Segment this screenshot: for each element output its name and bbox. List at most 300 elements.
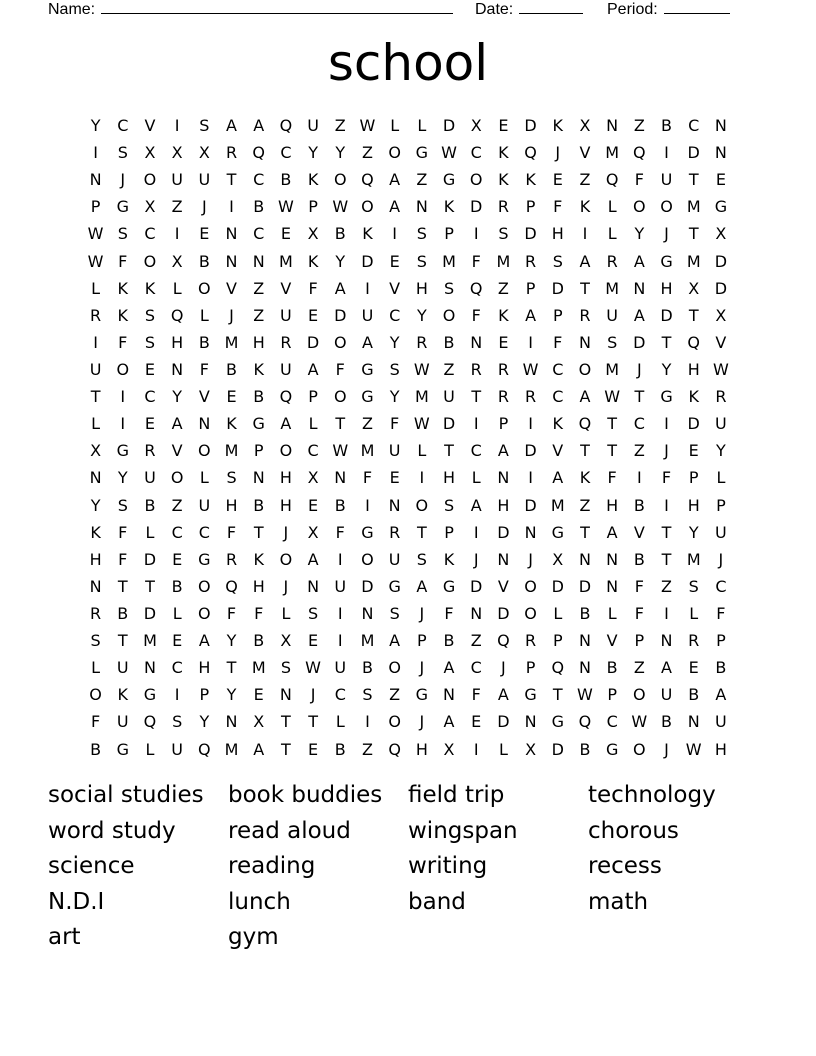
grid-letter[interactable]: B <box>253 631 265 651</box>
grid-letter[interactable]: D <box>524 224 537 244</box>
grid-letter[interactable]: M <box>279 251 293 271</box>
grid-letter[interactable]: H <box>551 224 564 244</box>
grid-letter[interactable]: V <box>389 278 401 298</box>
grid-letter[interactable]: Y <box>688 522 699 542</box>
grid-letter[interactable]: R <box>225 549 238 569</box>
grid-letter[interactable]: D <box>687 414 700 434</box>
grid-letter[interactable]: P <box>417 631 427 651</box>
grid-letter[interactable]: U <box>307 116 319 135</box>
grid-letter[interactable]: G <box>415 685 429 705</box>
grid-letter[interactable]: W <box>87 251 104 271</box>
grid-letter[interactable]: Y <box>117 468 128 488</box>
grid-letter[interactable]: G <box>415 143 429 163</box>
grid-letter[interactable]: U <box>361 305 374 325</box>
grid-letter[interactable]: H <box>171 332 184 352</box>
grid-letter[interactable]: Y <box>199 712 210 732</box>
grid-letter[interactable]: T <box>607 414 618 434</box>
grid-letter[interactable]: L <box>390 116 400 135</box>
grid-letter[interactable]: F <box>362 468 373 488</box>
grid-letter[interactable]: F <box>634 170 644 190</box>
grid-letter[interactable]: F <box>118 332 128 352</box>
grid-letter[interactable]: J <box>419 603 425 623</box>
grid-letter[interactable]: D <box>524 116 537 135</box>
grid-letter[interactable]: C <box>470 143 482 163</box>
grid-letter[interactable]: B <box>579 739 591 759</box>
grid-letter[interactable]: S <box>226 468 237 488</box>
grid-letter[interactable]: Y <box>308 143 318 163</box>
grid-letter[interactable]: H <box>89 549 102 569</box>
grid-letter[interactable]: B <box>361 658 373 678</box>
grid-letter[interactable]: O <box>116 359 130 379</box>
grid-letter[interactable]: X <box>253 712 265 732</box>
grid-letter[interactable]: K <box>498 170 509 190</box>
grid-letter[interactable]: M <box>442 251 456 271</box>
grid-letter[interactable]: T <box>607 441 618 461</box>
grid-letter[interactable]: O <box>89 685 102 705</box>
grid-letter[interactable]: Y <box>661 359 672 379</box>
grid-letter[interactable]: H <box>279 495 292 515</box>
grid-letter[interactable]: M <box>686 549 701 569</box>
grid-letter[interactable]: O <box>578 359 592 379</box>
grid-letter[interactable]: G <box>660 387 673 407</box>
grid-letter[interactable]: K <box>144 278 156 298</box>
grid-letter[interactable]: V <box>280 278 292 298</box>
grid-letter[interactable]: T <box>145 576 155 596</box>
grid-letter[interactable]: O <box>442 305 456 325</box>
grid-letter[interactable]: O <box>633 197 646 217</box>
grid-letter[interactable]: L <box>199 468 209 488</box>
grid-letter[interactable]: I <box>664 414 669 434</box>
grid-letter[interactable]: Z <box>253 305 265 325</box>
grid-letter[interactable]: L <box>417 441 427 461</box>
grid-letter[interactable]: E <box>688 658 699 678</box>
grid-letter[interactable]: I <box>664 603 669 623</box>
grid-letter[interactable]: I <box>120 414 126 434</box>
grid-letter[interactable]: S <box>607 332 618 352</box>
grid-letter[interactable]: J <box>473 549 479 569</box>
grid-letter[interactable]: T <box>688 170 699 190</box>
grid-letter[interactable]: D <box>578 576 592 596</box>
grid-letter[interactable]: G <box>252 414 265 434</box>
grid-letter[interactable]: N <box>171 359 184 379</box>
grid-letter[interactable]: C <box>552 359 564 379</box>
grid-letter[interactable]: D <box>361 251 374 271</box>
grid-letter[interactable]: P <box>253 441 264 461</box>
grid-letter[interactable]: C <box>307 441 319 461</box>
grid-letter[interactable]: Z <box>633 658 645 678</box>
grid-letter[interactable]: H <box>225 495 238 515</box>
grid-letter[interactable]: D <box>497 712 510 732</box>
grid-letter[interactable]: B <box>117 603 129 623</box>
grid-letter[interactable]: O <box>333 332 347 352</box>
grid-letter[interactable]: O <box>143 170 157 190</box>
grid-letter[interactable]: P <box>444 224 454 244</box>
grid-letter[interactable]: I <box>392 224 398 244</box>
grid-letter[interactable]: N <box>470 603 483 623</box>
grid-letter[interactable]: I <box>636 468 642 488</box>
grid-letter[interactable]: T <box>580 441 590 461</box>
grid-letter[interactable]: V <box>606 631 618 651</box>
grid-letter[interactable]: U <box>388 549 401 569</box>
grid-letter[interactable]: N <box>361 603 374 623</box>
grid-letter[interactable]: I <box>473 224 479 244</box>
grid-letter[interactable]: I <box>93 332 98 352</box>
grid-letter[interactable]: C <box>198 522 210 542</box>
grid-letter[interactable]: E <box>253 685 264 705</box>
grid-letter[interactable]: G <box>116 739 129 759</box>
grid-letter[interactable]: H <box>443 468 456 488</box>
grid-letter[interactable]: O <box>198 576 211 596</box>
grid-letter[interactable]: Q <box>361 170 374 190</box>
grid-letter[interactable]: H <box>497 495 510 515</box>
grid-letter[interactable]: B <box>633 495 645 515</box>
grid-letter[interactable]: Q <box>279 116 293 135</box>
grid-letter[interactable]: T <box>117 631 128 651</box>
grid-letter[interactable]: N <box>633 278 646 298</box>
grid-letter[interactable]: F <box>471 685 481 705</box>
grid-letter[interactable]: O <box>415 495 429 515</box>
grid-letter[interactable]: T <box>471 387 482 407</box>
grid-letter[interactable]: X <box>525 739 537 759</box>
grid-letter[interactable]: V <box>715 332 727 352</box>
grid-letter[interactable]: I <box>473 414 479 434</box>
grid-letter[interactable]: B <box>661 116 673 135</box>
grid-letter[interactable]: J <box>664 441 669 461</box>
grid-letter[interactable]: P <box>525 197 536 217</box>
grid-letter[interactable]: U <box>334 576 347 596</box>
grid-letter[interactable]: D <box>497 603 510 623</box>
grid-letter[interactable]: C <box>552 387 564 407</box>
grid-letter[interactable]: X <box>552 549 564 569</box>
grid-letter[interactable]: O <box>524 603 537 623</box>
grid-letter[interactable]: K <box>90 522 101 542</box>
grid-letter[interactable]: F <box>471 251 481 271</box>
grid-letter[interactable]: U <box>280 305 292 325</box>
name-field[interactable] <box>48 0 453 19</box>
grid-letter[interactable]: F <box>661 468 672 488</box>
grid-letter[interactable]: J <box>555 143 561 163</box>
grid-letter[interactable]: B <box>633 549 645 569</box>
grid-letter[interactable]: J <box>283 522 289 542</box>
grid-letter[interactable]: P <box>308 197 318 217</box>
grid-letter[interactable]: W <box>631 712 648 732</box>
grid-letter[interactable]: W <box>305 658 321 678</box>
grid-letter[interactable]: H <box>687 495 700 515</box>
grid-letter[interactable]: U <box>198 170 211 190</box>
grid-letter[interactable]: N <box>415 197 428 217</box>
grid-letter[interactable]: T <box>308 712 318 732</box>
grid-letter[interactable]: B <box>443 631 455 651</box>
grid-letter[interactable]: A <box>579 387 591 407</box>
grid-letter[interactable]: A <box>226 116 237 135</box>
grid-letter[interactable]: E <box>498 332 509 352</box>
grid-letter[interactable]: W <box>577 685 593 705</box>
grid-letter[interactable]: X <box>688 278 700 298</box>
grid-letter[interactable]: G <box>116 441 129 461</box>
grid-letter[interactable]: N <box>89 468 102 488</box>
grid-letter[interactable]: O <box>170 468 184 488</box>
grid-letter[interactable]: O <box>198 278 211 298</box>
grid-letter[interactable]: M <box>496 251 511 271</box>
grid-letter[interactable]: J <box>229 305 234 325</box>
grid-letter[interactable]: N <box>578 549 591 569</box>
grid-letter[interactable]: N <box>578 658 591 678</box>
grid-letter[interactable]: R <box>416 332 428 352</box>
grid-letter[interactable]: Q <box>143 712 157 732</box>
grid-letter[interactable]: H <box>252 332 265 352</box>
grid-letter[interactable]: W <box>332 197 349 217</box>
grid-letter[interactable]: H <box>606 495 619 515</box>
grid-letter[interactable]: S <box>443 495 455 515</box>
grid-letter[interactable]: S <box>117 224 128 244</box>
grid-letter[interactable]: J <box>283 576 289 596</box>
grid-letter[interactable]: B <box>334 495 346 515</box>
grid-letter[interactable]: N <box>524 712 537 732</box>
grid-letter[interactable]: N <box>89 576 102 596</box>
grid-letter[interactable]: T <box>444 441 454 461</box>
grid-letter[interactable]: T <box>661 522 672 542</box>
grid-letter[interactable]: E <box>308 495 319 515</box>
grid-letter[interactable]: C <box>470 658 482 678</box>
grid-letter[interactable]: J <box>718 549 724 569</box>
grid-letter[interactable]: N <box>443 685 456 705</box>
grid-letter[interactable]: I <box>365 495 370 515</box>
grid-letter[interactable]: G <box>714 197 728 217</box>
grid-letter[interactable]: K <box>579 468 591 488</box>
grid-letter[interactable]: C <box>280 143 292 163</box>
grid-letter[interactable]: I <box>664 143 669 163</box>
grid-letter[interactable]: O <box>361 549 374 569</box>
grid-letter[interactable]: J <box>419 712 425 732</box>
grid-letter[interactable]: K <box>525 170 536 190</box>
grid-letter[interactable]: F <box>634 576 644 596</box>
grid-letter[interactable]: F <box>199 359 209 379</box>
grid-letter[interactable]: G <box>524 685 537 705</box>
grid-letter[interactable]: Y <box>172 387 183 407</box>
grid-letter[interactable]: R <box>389 522 401 542</box>
grid-letter[interactable]: E <box>715 170 726 190</box>
grid-letter[interactable]: K <box>552 116 564 135</box>
grid-letter[interactable]: M <box>605 278 620 298</box>
grid-letter[interactable]: O <box>388 712 401 732</box>
grid-letter[interactable]: I <box>582 224 588 244</box>
grid-letter[interactable]: A <box>552 468 564 488</box>
grid-letter[interactable]: L <box>335 712 345 732</box>
grid-letter[interactable]: B <box>198 251 210 271</box>
grid-letter[interactable]: Y <box>716 441 726 461</box>
grid-letter[interactable]: M <box>360 441 375 461</box>
grid-letter[interactable]: X <box>443 739 455 759</box>
grid-letter[interactable]: X <box>280 631 292 651</box>
grid-letter[interactable]: W <box>441 143 457 163</box>
grid-letter[interactable]: Z <box>361 414 373 434</box>
grid-letter[interactable]: Z <box>171 495 183 515</box>
grid-letter[interactable]: X <box>144 197 156 217</box>
grid-letter[interactable]: A <box>579 251 591 271</box>
grid-letter[interactable]: J <box>201 197 207 217</box>
grid-letter[interactable]: N <box>714 143 727 163</box>
grid-letter[interactable]: O <box>633 739 646 759</box>
grid-letter[interactable]: F <box>716 603 726 623</box>
grid-letter[interactable]: M <box>686 197 701 217</box>
grid-letter[interactable]: A <box>307 359 319 379</box>
grid-letter[interactable]: Q <box>198 739 211 759</box>
grid-letter[interactable]: W <box>277 197 294 217</box>
grid-letter[interactable]: R <box>579 305 591 325</box>
grid-letter[interactable]: S <box>144 332 156 352</box>
grid-letter[interactable]: I <box>174 224 180 244</box>
grid-letter[interactable]: P <box>498 414 509 434</box>
grid-letter[interactable]: A <box>334 278 346 298</box>
grid-letter[interactable]: U <box>144 468 156 488</box>
grid-letter[interactable]: W <box>332 441 349 461</box>
grid-letter[interactable]: D <box>306 332 320 352</box>
grid-letter[interactable]: L <box>145 739 155 759</box>
grid-letter[interactable]: M <box>360 631 375 651</box>
grid-letter[interactable]: E <box>144 359 156 379</box>
grid-letter[interactable]: H <box>252 576 265 596</box>
grid-letter[interactable]: N <box>470 332 483 352</box>
grid-letter[interactable]: Z <box>253 278 265 298</box>
grid-letter[interactable]: N <box>89 170 102 190</box>
grid-letter[interactable]: T <box>281 739 291 759</box>
date-blank-line[interactable] <box>519 0 583 14</box>
grid-letter[interactable]: Q <box>388 739 401 759</box>
grid-letter[interactable]: D <box>714 278 728 298</box>
grid-letter[interactable]: G <box>198 549 211 569</box>
grid-letter[interactable]: G <box>442 170 456 190</box>
grid-letter[interactable]: T <box>688 305 699 325</box>
grid-letter[interactable]: G <box>551 522 564 542</box>
grid-letter[interactable]: D <box>714 251 728 271</box>
grid-letter[interactable]: I <box>473 522 479 542</box>
grid-letter[interactable]: D <box>143 603 157 623</box>
grid-letter[interactable]: Y <box>335 143 346 163</box>
grid-letter[interactable]: K <box>253 549 264 569</box>
grid-letter[interactable]: U <box>606 305 619 325</box>
grid-letter[interactable]: K <box>226 414 237 434</box>
grid-letter[interactable]: A <box>171 414 183 434</box>
grid-letter[interactable]: I <box>229 197 234 217</box>
grid-letter[interactable]: S <box>688 576 699 596</box>
grid-letter[interactable]: C <box>389 305 401 325</box>
grid-letter[interactable]: C <box>633 414 645 434</box>
grid-letter[interactable]: L <box>417 116 427 135</box>
grid-letter[interactable]: D <box>334 305 347 325</box>
grid-letter[interactable]: T <box>552 685 563 705</box>
grid-letter[interactable]: V <box>226 278 237 298</box>
grid-letter[interactable]: N <box>524 522 537 542</box>
grid-letter[interactable]: F <box>118 251 128 271</box>
grid-letter[interactable]: S <box>416 251 427 271</box>
grid-letter[interactable]: L <box>145 522 155 542</box>
grid-letter[interactable]: D <box>551 278 564 298</box>
grid-letter[interactable]: E <box>308 739 319 759</box>
grid-letter[interactable]: B <box>253 197 265 217</box>
grid-letter[interactable]: B <box>661 712 673 732</box>
grid-letter[interactable]: I <box>419 468 425 488</box>
grid-letter[interactable]: G <box>361 522 374 542</box>
grid-letter[interactable]: A <box>715 685 727 705</box>
grid-letter[interactable]: L <box>553 603 563 623</box>
grid-letter[interactable]: C <box>688 116 700 135</box>
grid-letter[interactable]: Z <box>579 495 591 515</box>
grid-letter[interactable]: R <box>90 305 102 325</box>
grid-letter[interactable]: A <box>253 116 265 135</box>
grid-letter[interactable]: N <box>606 116 619 135</box>
grid-letter[interactable]: N <box>225 224 238 244</box>
grid-letter[interactable]: K <box>117 278 129 298</box>
grid-letter[interactable]: X <box>470 116 482 135</box>
grid-letter[interactable]: I <box>174 685 180 705</box>
grid-letter[interactable]: L <box>716 468 726 488</box>
grid-letter[interactable]: L <box>607 197 617 217</box>
grid-letter[interactable]: I <box>337 631 343 651</box>
grid-letter[interactable]: T <box>580 278 590 298</box>
grid-letter[interactable]: D <box>551 576 564 596</box>
grid-letter[interactable]: P <box>634 631 645 651</box>
grid-letter[interactable]: X <box>715 224 727 244</box>
grid-letter[interactable]: C <box>253 170 265 190</box>
grid-letter[interactable]: B <box>90 739 102 759</box>
grid-letter[interactable]: G <box>388 576 401 596</box>
grid-letter[interactable]: A <box>633 305 645 325</box>
grid-letter[interactable]: I <box>365 278 370 298</box>
grid-letter[interactable]: T <box>661 549 672 569</box>
grid-letter[interactable]: T <box>661 332 672 352</box>
grid-letter[interactable]: H <box>279 468 292 488</box>
grid-letter[interactable]: A <box>280 414 292 434</box>
grid-letter[interactable]: C <box>117 116 129 135</box>
grid-letter[interactable]: B <box>226 359 238 379</box>
grid-letter[interactable]: G <box>116 197 129 217</box>
grid-letter[interactable]: U <box>116 658 129 678</box>
grid-letter[interactable]: R <box>525 387 537 407</box>
grid-letter[interactable]: N <box>660 631 673 651</box>
grid-letter[interactable]: B <box>171 576 183 596</box>
grid-letter[interactable]: J <box>664 224 669 244</box>
grid-letter[interactable]: Z <box>389 685 401 705</box>
grid-letter[interactable]: O <box>279 441 293 461</box>
grid-letter[interactable]: M <box>550 495 565 515</box>
grid-letter[interactable]: C <box>470 441 482 461</box>
grid-letter[interactable]: Z <box>633 116 645 135</box>
grid-letter[interactable]: E <box>498 116 509 135</box>
grid-letter[interactable]: Z <box>171 197 183 217</box>
grid-letter[interactable]: G <box>143 685 157 705</box>
grid-letter[interactable]: R <box>606 251 618 271</box>
grid-letter[interactable]: B <box>280 170 292 190</box>
grid-letter[interactable]: R <box>90 603 102 623</box>
grid-letter[interactable]: I <box>120 387 126 407</box>
grid-letter[interactable]: D <box>633 332 646 352</box>
grid-letter[interactable]: O <box>469 170 483 190</box>
grid-letter[interactable]: I <box>664 495 669 515</box>
grid-letter[interactable]: V <box>579 143 591 163</box>
grid-letter[interactable]: A <box>661 658 672 678</box>
grid-letter[interactable]: L <box>91 278 101 298</box>
grid-letter[interactable]: N <box>198 414 211 434</box>
grid-letter[interactable]: P <box>199 685 210 705</box>
grid-letter[interactable]: Q <box>578 414 592 434</box>
grid-letter[interactable]: X <box>171 143 183 163</box>
grid-letter[interactable]: A <box>525 305 537 325</box>
grid-letter[interactable]: Q <box>687 332 701 352</box>
grid-letter[interactable]: D <box>524 441 537 461</box>
grid-letter[interactable]: J <box>664 739 669 759</box>
grid-letter[interactable]: P <box>308 387 318 407</box>
grid-letter[interactable]: Z <box>579 170 591 190</box>
